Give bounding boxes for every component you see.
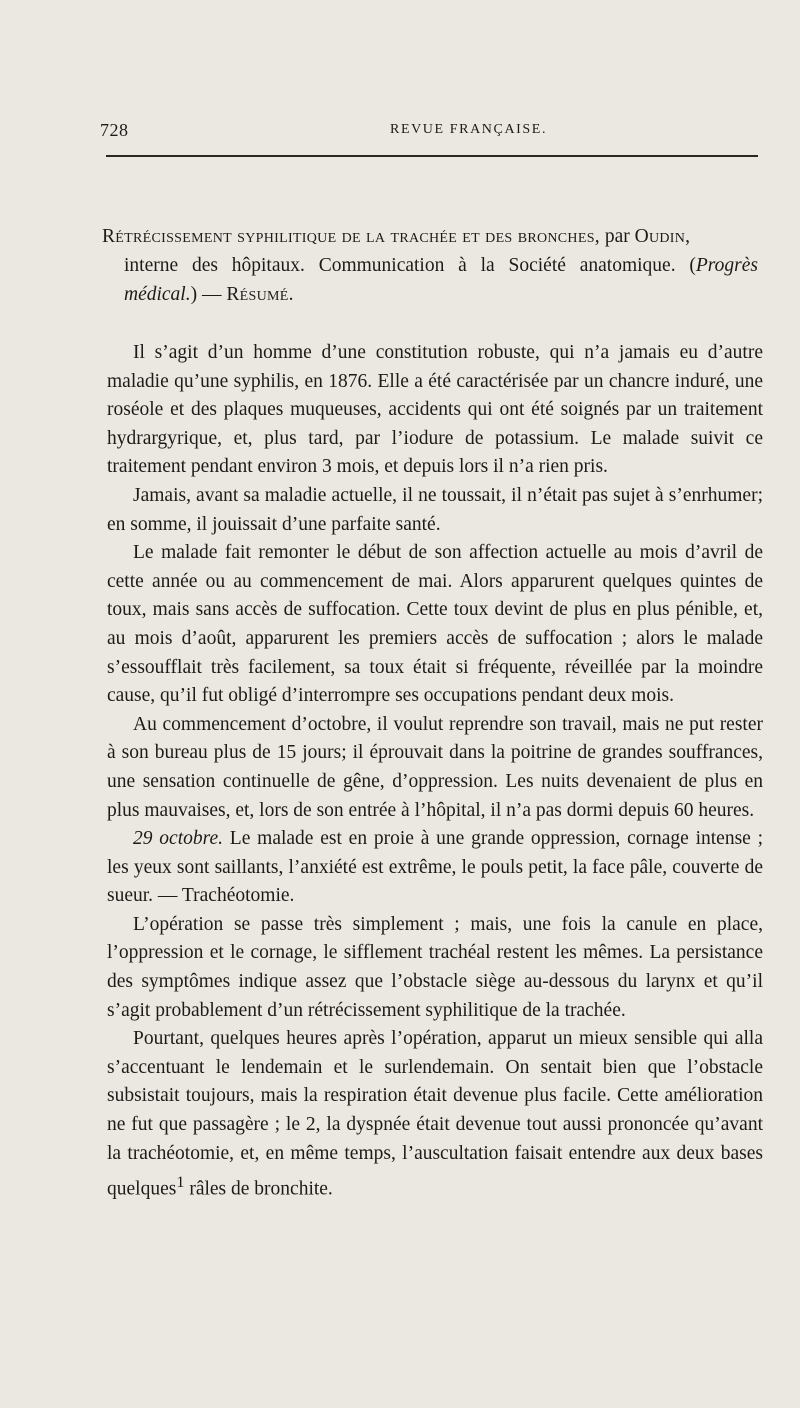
article-body (107, 339, 763, 1204)
paragraph: Il s’agit d’un homme d’une constitution robuste, qui n’a jamais eu d’autre maladie qu’une syphilis, en 1876. Elle a été caractérisée par un chancre induré, une roséole et des plaques muqueuses, accidents qui ont été soignés par un traitement hydrargyrique, et, plus tard, par l’iodure de potassium. Le malade suivit ce traitement pendant environ 3 mois, et depuis lors il n’a rien pris. (107, 342, 763, 478)
page-number: 728 (100, 120, 129, 140)
header-rule (106, 155, 758, 157)
paragraph: Pourtant, quelques heures après l’opération, apparut un mieux sensible qui alla s’accentuant le lendemain et le surlendemain. On sentait bien que l’obstacle subsistait toujours, mais la respiration était devenue plus facile. Cette amélioration ne fut que passagère ; le 2, la dyspnée était devenue tout aussi prononcée qu’avant la trachéotomie, et, en même temps, l’auscultation faisait entendre aux deux bases quelques$^1$ râles de bronchite. (107, 1028, 763, 1200)
article-heading (102, 222, 758, 309)
paragraph: Jamais, avant sa maladie actuelle, il ne toussait, il n’était pas sujet à s’enrhumer; en somme, il jouissait d’une parfaite santé. (107, 484, 763, 535)
author-role: interne des hôpitaux. Communication à la Société anatomique. ( (124, 255, 696, 276)
page-header (100, 120, 760, 146)
source-journal: Progrès médical. (124, 255, 758, 305)
source-close: ) — (190, 284, 227, 305)
footnote-mark: 1 (176, 1173, 185, 1192)
paragraph: 29 octobre. Le malade est en proie à une grande oppression, cornage intense ; les yeux sont saillants, l’anxiété est extrême, le pouls petit, la face pâle, couverte de sueur. — Trachéotomie. (107, 828, 764, 907)
running-title: REVUE FRANÇAISE. (390, 122, 548, 137)
article-author: Oudin, (634, 226, 691, 247)
article-by: par (599, 226, 635, 247)
article-source-line (102, 251, 758, 309)
paragraph: Le malade fait remonter le début de son affection actuelle au mois d’avril de cette année ou au commencement de mai. Alors apparurent quelques quintes de toux, mais sans accès de suffocation. Cette toux devint de plus en plus pénible, et, au mois d’août, apparurent les premiers accès de suffocation ; alors le malade s’essoufflait très facilement, sa toux était si fréquente, réveillée par la moindre cause, qu’il fut obligé d’interrompre ses occupations pendant deux mois. (107, 542, 763, 707)
article-title: Rétrécissement syphilitique de la trachée et des bronches, (102, 226, 600, 247)
paragraph: L’opération se passe très simplement ; mais, une fois la canule en place, l’oppression et le cornage, le sifflement trachéal restent les mêmes. La persistance des symptômes indique assez que l’obstacle siège au-dessous du larynx et qu’il s’agit probablement d’un rétrécissement syphilitique de la trachée. (107, 913, 763, 1021)
resume-label: Résumé. (226, 284, 294, 305)
date-lead: 29 octobre. (133, 828, 224, 850)
paragraph: Au commencement d’octobre, il voulut reprendre son travail, mais ne put rester à son bureau plus de 15 jours; il éprouvait dans la poitrine de grandes souffrances, une sensation continuelle de gêne, d’oppression. Les nuits devenaient de plus en plus mauvaises, et, lors de son entrée à l’hôpital, il n’a pas dormi depuis 60 heures. (107, 713, 763, 821)
